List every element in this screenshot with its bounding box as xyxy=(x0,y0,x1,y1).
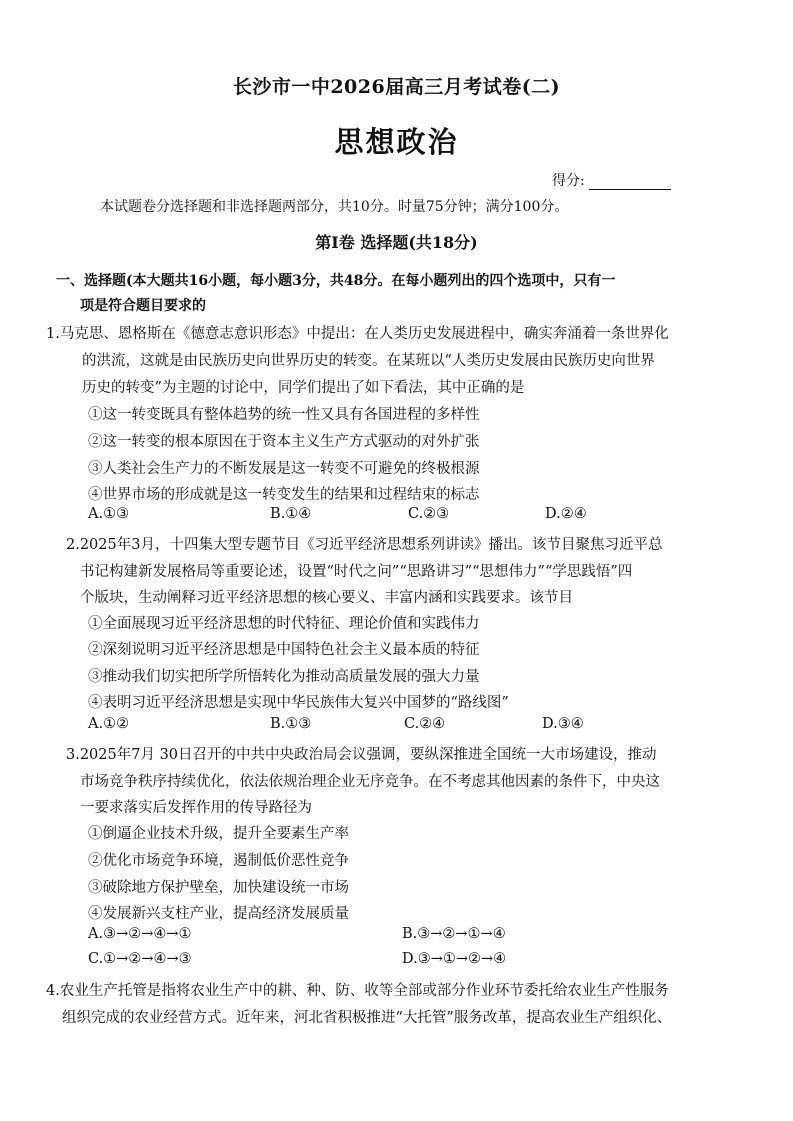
statement-item: ④世界市场的形成就是这一转变发生的结果和过程结束的标志 xyxy=(88,487,480,503)
question-text: 2.2025年3月，十四集大型专题节目《习近平经济思想系列讲读》播出。该节目聚焦习近平总 xyxy=(66,537,663,553)
question-text: 历史的转变”为主题的讨论中，同学们提出了如下看法，其中正确的是 xyxy=(82,380,525,396)
question-text: 4.农业生产托管是指将农业生产中的耕、种、防、收等全部或部分作业环节委托给农业生产性服务 xyxy=(46,983,669,999)
subject-title: 思想政治 xyxy=(334,125,459,159)
choice-a[interactable]: A.③→②→④→① xyxy=(88,926,192,942)
statement-item: ③破除地方保护壁垒，加快建设统一市场 xyxy=(88,880,349,896)
section-title: 第Ⅰ卷 选择题(共18分) xyxy=(315,233,478,252)
statement-item: ②优化市场竞争环境，遏制低价恶性竞争 xyxy=(88,853,349,869)
exam-title: 长沙市一中2026届高三月考试卷(二) xyxy=(232,76,561,98)
statement-item: ②这一转变的根本原因在于资本主义生产方式驱动的对外扩张 xyxy=(88,434,480,450)
question-text: 书记构建新发展格局等重要论述，设置“时代之问”“思路讲习”“思想伟力”“学思践悟”四 xyxy=(80,564,633,580)
statement-item: ①这一转变既具有整体趋势的统一性又具有各国进程的多样性 xyxy=(88,407,480,423)
choice-c[interactable]: C.②③ xyxy=(408,506,450,522)
intro-text: 本试题卷分选择题和非选择题两部分，共10分。时量75分钟；满分100分。 xyxy=(100,199,569,215)
question-text: 组织完成的农业经营方式。近年来，河北省积极推进“大托管”服务改革，提高农业生产组织化、 xyxy=(62,1010,672,1026)
question-text: 1.马克思、恩格斯在《德意志意识形态》中提出：在人类历史发展进程中，确实奔涌着一条世界化 xyxy=(46,326,669,342)
choice-a[interactable]: A.①③ xyxy=(88,506,130,522)
statement-item: ③人类社会生产力的不断发展是这一转变不可避免的终极根源 xyxy=(88,461,480,477)
score-blank[interactable] xyxy=(589,175,671,190)
statement-item: ①全面展现习近平经济思想的时代特征、理论价值和实践伟力 xyxy=(88,616,480,632)
choice-c[interactable]: C.②④ xyxy=(404,716,446,732)
statement-item: ②深刻说明习近平经济思想是中国特色社会主义最本质的特征 xyxy=(88,642,480,658)
score-label: 得分: xyxy=(552,173,585,189)
section-instruction-cont: 项是符合题目要求的 xyxy=(80,298,206,314)
choice-c[interactable]: C.①→②→④→③ xyxy=(88,951,192,967)
choice-a[interactable]: A.①② xyxy=(88,716,130,732)
choice-d[interactable]: D.③→①→②→④ xyxy=(402,951,507,967)
choice-b[interactable]: B.①④ xyxy=(270,506,312,522)
statement-item: ③推动我们切实把所学所悟转化为推动高质量发展的强大力量 xyxy=(88,669,480,685)
section-instruction: 一、选择题(本大题共16小题，每小题3分，共48分。在每小题列出的四个选项中，只有一 xyxy=(56,273,616,289)
question-text: 市场竞争秩序持续优化，依法依规治理企业无序竞争。在不考虑其他因素的条件下，中央这 xyxy=(80,774,660,790)
question-text: 个版块，生动阐释习近平经济思想的核心要义、丰富内涵和实践要求。该节目 xyxy=(80,590,573,606)
question-text: 一要求落实后发挥作用的传导路径为 xyxy=(80,800,312,816)
choice-b[interactable]: B.③→②→①→④ xyxy=(402,926,506,942)
statement-item: ④发展新兴支柱产业，提高经济发展质量 xyxy=(88,906,349,922)
choice-d[interactable]: D.②④ xyxy=(545,506,587,522)
statement-item: ④表明习近平经济思想是实现中华民族伟大复兴中国梦的“路线图” xyxy=(88,695,509,711)
statement-item: ①倒逼企业技术升级，提升全要素生产率 xyxy=(88,826,349,842)
score-field xyxy=(552,170,671,190)
question-text: 3.2025年7月 30日召开的中共中央政治局会议强调，要纵深推进全国统一大市场建设，推动 xyxy=(66,747,657,763)
choice-b[interactable]: B.①③ xyxy=(270,716,312,732)
choice-d[interactable]: D.③④ xyxy=(542,716,584,732)
question-text: 的洪流，这就是由民族历史向世界历史的转变。在某班以“人类历史发展由民族历史向世界 xyxy=(82,353,655,369)
